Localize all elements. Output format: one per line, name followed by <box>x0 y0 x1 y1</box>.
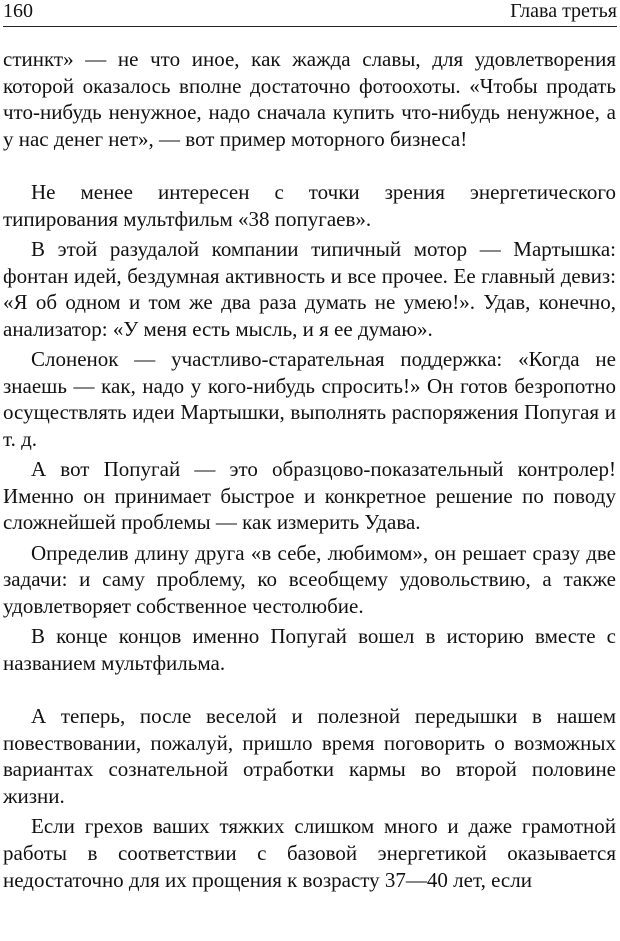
paragraph: В конце концов именно Попугай вошел в историю вместе с названием мультфильма. <box>3 624 616 676</box>
paragraph: Определив длину друга «в себе, любимом», он решает сразу две задачи: и саму проблему, ко всеобщему удовольствию, а также удовлетворяет собственное честолюбие. <box>3 540 616 619</box>
page-body <box>3 46 616 897</box>
paragraph: А теперь, после веселой и полезной передышки в нашем повествовании, пожалуй, пришло время поговорить о возможных вариантах сознательной отработки кармы во второй половине жизни. <box>3 704 616 809</box>
page-number: 160 <box>3 0 33 22</box>
paragraph: стинкт» — не что иное, как жажда славы, для удовлетворения которой оказалось вполне достаточно фотоохоты. «Чтобы продать что-нибудь ненужное, надо сначала купить что-нибудь ненужное, а у нас денег нет», — вот пример моторного бизнеса! <box>3 47 616 151</box>
paragraph: А вот Попугай — это образцово-показательный контролер! Именно он принимает быстрое и конкретное решение по поводу сложнейшей проблемы — как измерить Удава. <box>3 457 616 535</box>
paragraph: Не менее интересен с точки зрения энергетического типирования мультфильм «38 попугаев». <box>3 179 616 231</box>
paragraph: Если грехов ваших тяжких слишком много и даже грамотной работы в соответствии с базовой энергетикой оказывается недостаточно для их прощения к возрасту 37—40 лет, если <box>3 814 616 892</box>
paragraph: В этой разудалой компании типичный мотор — Мартышка: фонтан идей, бездумная активность и все прочее. Ее главный девиз: «Я об одном и том же два раза думать не умею!». Удав, конечно, анализатор: «У меня есть мысль, и я ее думаю». <box>3 236 616 341</box>
paragraph: Слоненок — участливо-старательная поддержка: «Когда не знаешь — как, надо у кого-нибудь спросить!» Он готов безропотно осуществлять идеи Мартышки, выполнять распоряжения Попугая и т. д. <box>3 347 616 451</box>
chapter-title: Глава третья <box>510 0 617 22</box>
running-header <box>3 0 617 27</box>
